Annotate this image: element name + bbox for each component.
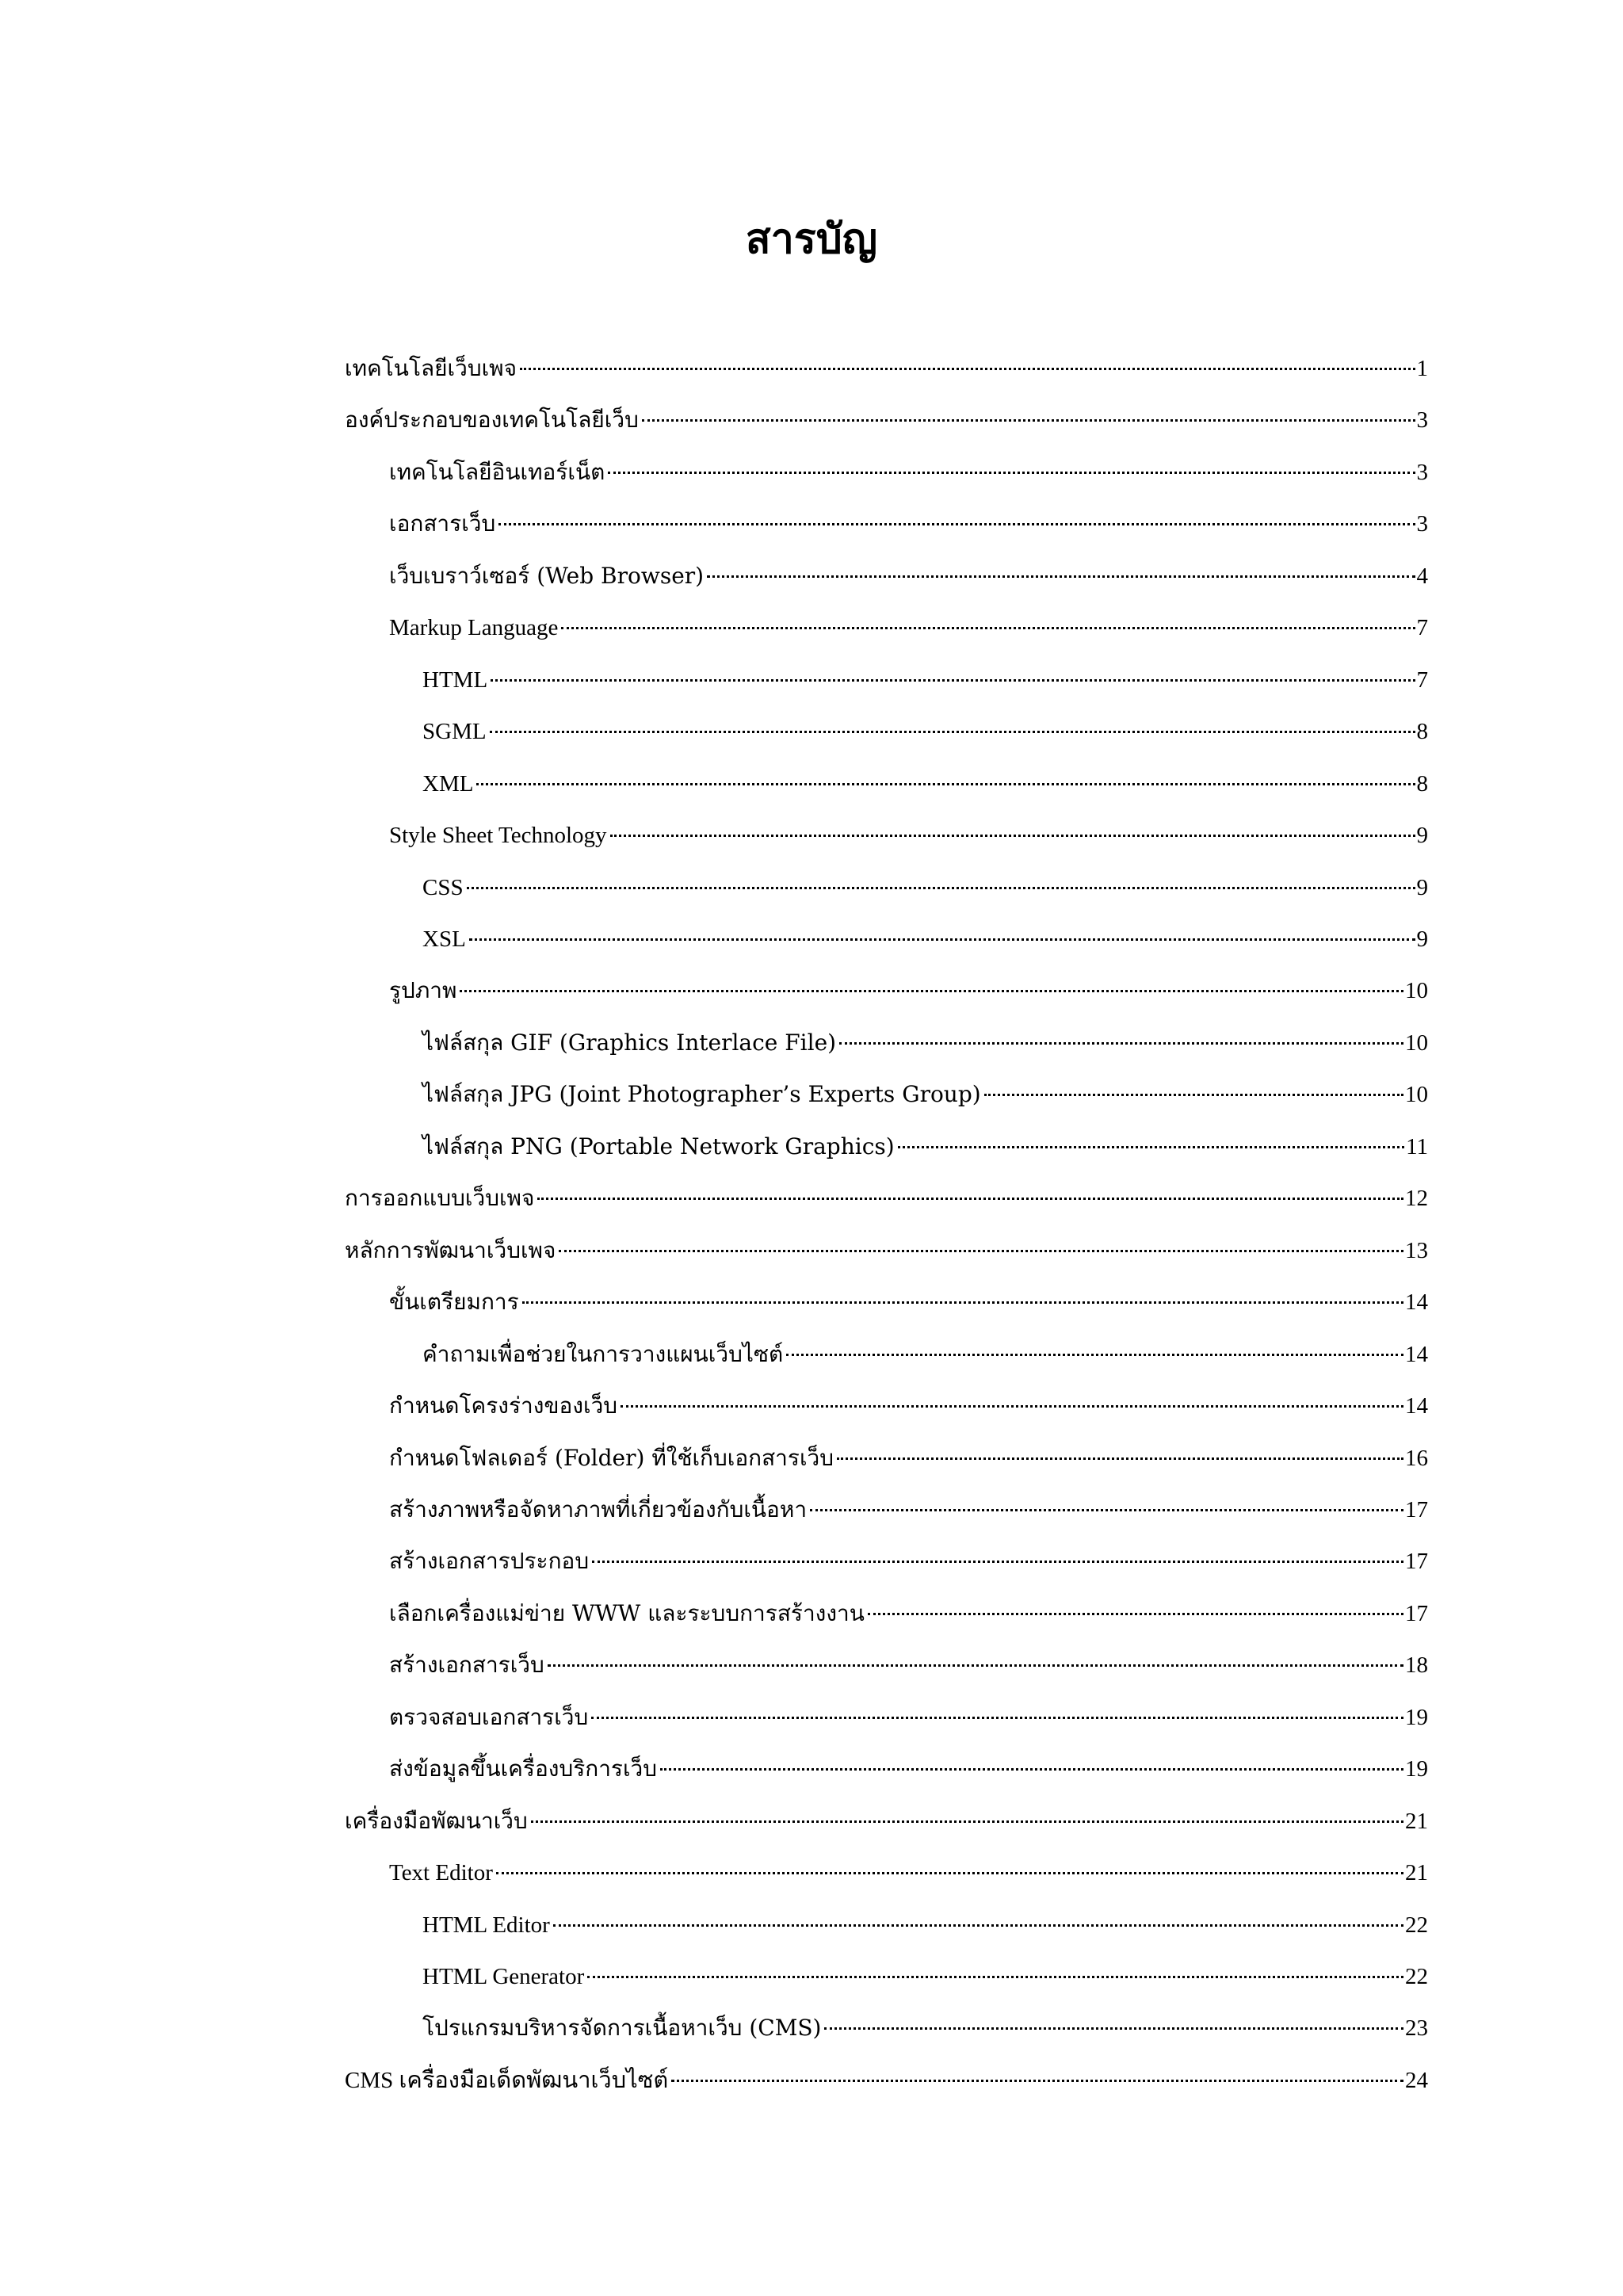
toc-dot-leader	[837, 1457, 1403, 1460]
toc-page-number: 10	[1405, 1030, 1428, 1056]
toc-entry	[389, 1595, 1428, 1633]
toc-page-number: 8	[1416, 719, 1428, 745]
toc-entry-text: ไฟล์สกุล GIF (Graphics Interlace File)	[422, 1029, 837, 1056]
toc-entry-text: กำหนดโฟลเดอร์ (Folder) ที่ใช้เก็บเอกสารเว็บ	[389, 1444, 834, 1471]
toc-page-number: 10	[1405, 1082, 1428, 1108]
toc-entry	[389, 1646, 1428, 1684]
toc-entry	[422, 1958, 1428, 1996]
toc-entry	[345, 1232, 1428, 1270]
toc-entry	[389, 1542, 1428, 1580]
toc-entry	[422, 1075, 1428, 1114]
toc-dot-leader	[621, 1405, 1403, 1408]
toc-dot-leader	[587, 1976, 1403, 1978]
toc-entry	[389, 1854, 1428, 1892]
toc-page-number: 9	[1416, 874, 1428, 900]
toc-page-number: 3	[1416, 407, 1428, 434]
toc-page-number: 9	[1416, 823, 1428, 849]
toc-entry-text: สร้างภาพหรือจัดหาภาพที่เกี่ยวข้องกับเนื้อหา	[389, 1496, 808, 1522]
toc-entry-text: หลักการพัฒนาเว็บเพจ	[345, 1236, 556, 1263]
toc-entry-text: ไฟล์สกุล PNG (Portable Network Graphics)	[422, 1133, 895, 1159]
toc-entry	[389, 453, 1428, 491]
toc-dot-leader	[460, 990, 1403, 992]
toc-entry-text: เลือกเครื่องแม่ข่าย WWW และระบบการสร้างงาน	[389, 1599, 865, 1626]
toc-dot-leader	[559, 1250, 1403, 1252]
toc-entry-text: เทคโนโลยีอินเทอร์เน็ต	[389, 458, 605, 485]
toc-dot-leader	[531, 1820, 1403, 1823]
toc-entry-text: HTML	[422, 667, 488, 693]
toc-entry	[389, 1283, 1428, 1321]
toc-dot-leader	[591, 1717, 1403, 1719]
toc-dot-leader	[490, 731, 1415, 733]
toc-entry-text: กำหนดโครงร่างของเว็บ	[389, 1392, 618, 1419]
toc-page-number: 17	[1405, 1549, 1428, 1575]
toc-dot-leader	[707, 575, 1415, 578]
toc-entry-text: SGML	[422, 719, 487, 745]
toc-page-number: 3	[1416, 459, 1428, 485]
toc-dot-leader	[810, 1509, 1403, 1511]
toc-entry	[389, 972, 1428, 1010]
toc-entry	[389, 1750, 1428, 1788]
toc-dot-leader	[824, 2027, 1403, 2030]
toc-page-number: 11	[1406, 1133, 1428, 1159]
toc-page-number: 19	[1405, 1756, 1428, 1782]
toc-dot-leader	[469, 938, 1415, 941]
toc-entry-text: ส่งข้อมูลขึ้นเครื่องบริการเว็บ	[389, 1755, 658, 1782]
toc-entry-text: เครื่องมือพัฒนาเว็บ	[345, 1807, 528, 1834]
toc-entry-text: ตรวจสอบเอกสารเว็บ	[389, 1703, 589, 1730]
toc-page-number: 23	[1405, 2015, 1428, 2042]
toc-dot-leader	[868, 1613, 1403, 1615]
toc-entry	[389, 505, 1428, 543]
toc-page-number: 21	[1405, 1808, 1428, 1834]
toc-entry	[389, 609, 1428, 647]
toc-dot-leader	[520, 368, 1415, 370]
toc-page-number: 9	[1416, 926, 1428, 952]
toc-entry-text: เทคโนโลยีเว็บเพจ	[345, 355, 517, 381]
toc-entry-text: รูปภาพ	[389, 977, 457, 1004]
toc-entry-text: สร้างเอกสารประกอบ	[389, 1548, 590, 1575]
toc-dot-leader	[610, 835, 1415, 837]
toc-entry-text: ขั้นเตรียมการ	[389, 1289, 519, 1316]
toc-entry	[389, 557, 1428, 595]
toc-entry-text: คำถามเพื่อช่วยในการวางแผนเว็บไซต์	[422, 1340, 784, 1367]
toc-page-number: 7	[1416, 667, 1428, 693]
toc-entry	[345, 350, 1428, 388]
toc-entry-text: HTML Editor	[422, 1912, 550, 1938]
toc-entry	[389, 816, 1428, 854]
toc-entry	[422, 765, 1428, 803]
toc-entry	[345, 1179, 1428, 1217]
toc-dot-leader	[496, 1872, 1403, 1874]
toc-entry-text: องค์ประกอบของเทคโนโลยีเว็บ	[345, 407, 639, 434]
toc-page-number: 18	[1405, 1652, 1428, 1679]
toc-dot-leader	[786, 1354, 1403, 1356]
toc-entry-text: เอกสารเว็บ	[389, 510, 496, 537]
toc-page-number: 7	[1416, 615, 1428, 641]
toc-entry	[345, 1802, 1428, 1840]
toc-page-number: 14	[1405, 1393, 1428, 1419]
toc-entry-text: CMS เครื่องมือเด็ดพัฒนาเว็บไซต์	[345, 2067, 669, 2093]
toc-page-number: 14	[1405, 1341, 1428, 1367]
toc-page-number: 17	[1405, 1496, 1428, 1522]
toc-dot-leader	[553, 1924, 1403, 1927]
toc-dot-leader	[561, 627, 1415, 629]
toc-dot-leader	[476, 783, 1415, 785]
toc-page-number: 14	[1405, 1289, 1428, 1316]
toc-page-number: 12	[1405, 1186, 1428, 1212]
toc-dot-leader	[537, 1198, 1403, 1200]
toc-entry	[389, 1491, 1428, 1529]
toc-page-number: 22	[1405, 1963, 1428, 1989]
toc-page-number: 4	[1416, 563, 1428, 589]
toc-entry	[422, 920, 1428, 958]
toc-page-number: 17	[1405, 1600, 1428, 1626]
toc-dot-leader	[491, 679, 1415, 682]
toc-page-number: 3	[1416, 511, 1428, 537]
toc-entry	[422, 869, 1428, 907]
toc-page-number: 16	[1405, 1445, 1428, 1471]
toc-page-number: 1	[1416, 356, 1428, 381]
toc-page-number: 10	[1405, 978, 1428, 1004]
toc-dot-leader	[522, 1301, 1403, 1304]
toc-entry	[422, 2009, 1428, 2047]
toc-dot-leader	[898, 1146, 1404, 1148]
toc-entry-text: Markup Language	[389, 615, 559, 641]
toc-entry	[389, 1439, 1428, 1477]
toc-page-number: 21	[1405, 1860, 1428, 1886]
toc-entry	[345, 2061, 1428, 2099]
toc-page-number: 19	[1405, 1704, 1428, 1730]
toc-dot-leader	[608, 472, 1415, 474]
toc-entry-text: เว็บเบราว์เซอร์ (Web Browser)	[389, 562, 705, 589]
toc-page-number: 22	[1405, 1912, 1428, 1938]
toc-dot-leader	[642, 419, 1415, 422]
toc-entry	[422, 1335, 1428, 1373]
toc-entry	[422, 1906, 1428, 1944]
toc-dot-leader	[592, 1561, 1403, 1563]
toc-title: สารบัญ	[745, 215, 878, 263]
toc-entry	[422, 712, 1428, 751]
toc-entry	[422, 1128, 1428, 1166]
toc-dot-leader	[548, 1664, 1403, 1667]
toc-entry-text: ไฟล์สกุล JPG (Joint Photographer’s Experts Group)	[422, 1081, 981, 1108]
toc-entry-text: CSS	[422, 874, 464, 900]
toc-dot-leader	[671, 2080, 1403, 2082]
toc-entry-text: XML	[422, 770, 474, 797]
toc-page-number: 13	[1405, 1237, 1428, 1263]
toc-page-number: 24	[1405, 2067, 1428, 2093]
toc-dot-leader	[984, 1094, 1403, 1096]
toc-entry	[389, 1698, 1428, 1736]
toc-entry	[389, 1387, 1428, 1425]
toc-dot-leader	[467, 887, 1415, 889]
toc-entry	[422, 661, 1428, 699]
toc-entry-text: สร้างเอกสารเว็บ	[389, 1652, 544, 1679]
toc-dot-leader	[660, 1768, 1403, 1771]
toc-entry-text: Text Editor	[389, 1860, 493, 1886]
toc-page-number: 8	[1416, 770, 1428, 797]
toc-entry-text: XSL	[422, 926, 466, 952]
toc-entry	[422, 1024, 1428, 1062]
toc-entry-text: โปรแกรมบริหารจัดการเนื้อหาเว็บ (CMS)	[422, 2015, 822, 2042]
toc-dot-leader	[498, 523, 1415, 525]
toc-entry-text: HTML Generator	[422, 1963, 585, 1989]
toc-entry-text: การออกแบบเว็บเพจ	[345, 1185, 535, 1212]
toc-dot-leader	[839, 1042, 1403, 1045]
toc-entry-text: Style Sheet Technology	[389, 823, 607, 849]
toc-entry	[345, 401, 1428, 439]
